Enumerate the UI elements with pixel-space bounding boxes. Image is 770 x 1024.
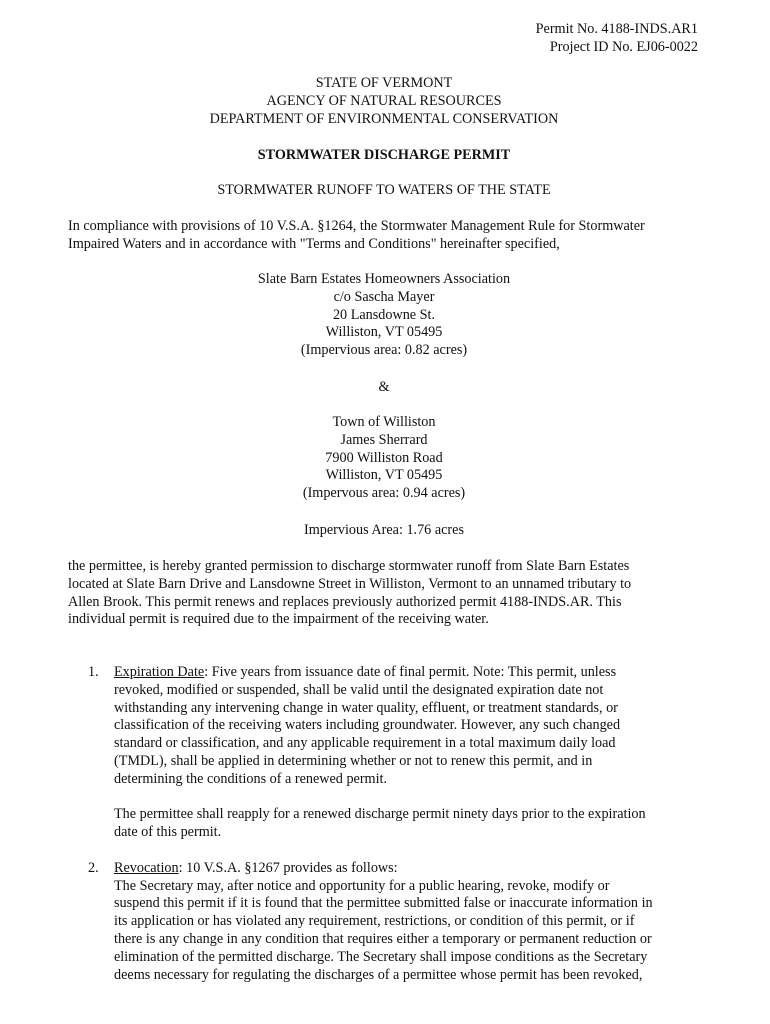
item-line: suspend this permit if it is found that the permittee submitted false or inaccurate information in	[114, 895, 653, 912]
item-line: revoked, modified or suspended, shall be valid until the designated expiration date not	[114, 681, 604, 698]
agency-name: AGENCY OF NATURAL RESOURCES	[266, 92, 502, 109]
item-number: 1.	[88, 664, 99, 680]
item-number: 2.	[88, 859, 99, 876]
list-item-expiration	[68, 664, 708, 842]
permittee-1-area: (Impervious area: 0.82 acres)	[300, 342, 468, 359]
permittee-1-care-of: c/o Sascha Mayer	[333, 288, 435, 305]
item-heading-rest: : 10 V.S.A. §1267 provides as follows:	[178, 859, 398, 876]
item-heading: Revocation	[114, 859, 179, 876]
item-line: deems necessary for regulating the discharges of a permittee whose permit has been revoked,	[114, 966, 643, 983]
permittee-1-name: Slate Barn Estates Homeowners Association	[257, 271, 511, 287]
item-line: its application or has violated any requirement, restrictions, or condition of this permit, or if	[114, 913, 635, 930]
item-line: date of this permit.	[114, 824, 222, 841]
grant-line: located at Slate Barn Drive and Lansdowne Street in Williston, Vermont to an unnamed tributary to	[68, 575, 632, 592]
ampersand: &	[378, 379, 390, 395]
item-line: standard or classification, and any applicable requirement in a total maximum daily load	[114, 735, 616, 752]
grant-line: individual permit is required due to the impairment of the receiving water.	[68, 611, 489, 628]
permittee-1-street: 20 Lansdowne St.	[332, 306, 436, 323]
item-heading-line	[114, 664, 708, 682]
item-line: The permittee shall reapply for a renewed discharge permit ninety days prior to the expiration	[114, 806, 646, 823]
item-heading: Expiration Date	[114, 664, 205, 680]
agency-state: STATE OF VERMONT	[315, 75, 453, 91]
intro-line: Impaired Waters and in accordance with "Terms and Conditions" hereinafter specified,	[68, 235, 560, 252]
item-line: elimination of the permitted discharge. The Secretary shall impose conditions as the Secretary	[114, 948, 648, 965]
total-impervious-area: Impervious Area: 1.76 acres	[304, 522, 464, 538]
terms-list	[68, 664, 708, 984]
permittee-2-contact: James Sherrard	[340, 431, 428, 448]
agency-heading	[68, 75, 700, 128]
item-line: The Secretary may, after notice and opportunity for a public hearing, revoke, modify or	[114, 877, 610, 894]
agency-department: DEPARTMENT OF ENVIRONMENTAL CONSERVATION	[209, 110, 559, 127]
document-subtitle: STORMWATER RUNOFF TO WATERS OF THE STATE	[217, 182, 551, 198]
permittee-2-city: Williston, VT 05495	[325, 467, 443, 484]
permit-header	[536, 21, 698, 57]
item-heading-rest: : Five years from issuance date of final permit. Note: This permit, unless	[204, 664, 617, 680]
list-item-revocation	[68, 860, 708, 985]
item-line: classification of the receiving waters including groundwater. However, any such changed	[114, 717, 621, 734]
permittee-1-address	[68, 271, 700, 360]
item-line: determining the conditions of a renewed permit.	[114, 770, 388, 787]
project-id: Project ID No. EJ06-0022	[549, 38, 698, 55]
permittee-2-name: Town of Williston	[332, 414, 436, 430]
item-line: withstanding any intervening change in water quality, effluent, or treatment standards, or	[114, 699, 618, 716]
item-line: there is any change in any condition that requires either a temporary or permanent reduction or	[114, 930, 652, 947]
item-heading-line	[114, 860, 708, 878]
grant-line: the permittee, is hereby granted permission to discharge stormwater runoff from Slate Barn Estates	[68, 558, 630, 574]
document-title: STORMWATER DISCHARGE PERMIT	[257, 147, 511, 163]
intro-line: In compliance with provisions of 10 V.S.A. §1264, the Stormwater Management Rule for Stormwater	[68, 218, 645, 234]
grant-line: Allen Brook. This permit renews and replaces previously authorized permit 4188-INDS.AR. This	[68, 593, 622, 610]
intro-paragraph	[68, 218, 700, 254]
permit-number: Permit No. 4188-INDS.AR1	[535, 21, 698, 37]
permittee-2-street: 7900 Williston Road	[325, 449, 443, 466]
item-line: (TMDL), shall be applied in determining whether or not to renew this permit, and in	[114, 752, 593, 769]
permittee-2-address	[68, 414, 700, 503]
grant-paragraph	[68, 558, 700, 629]
permittee-1-city: Williston, VT 05495	[325, 324, 443, 341]
permittee-2-area: (Impervous area: 0.94 acres)	[302, 485, 466, 502]
